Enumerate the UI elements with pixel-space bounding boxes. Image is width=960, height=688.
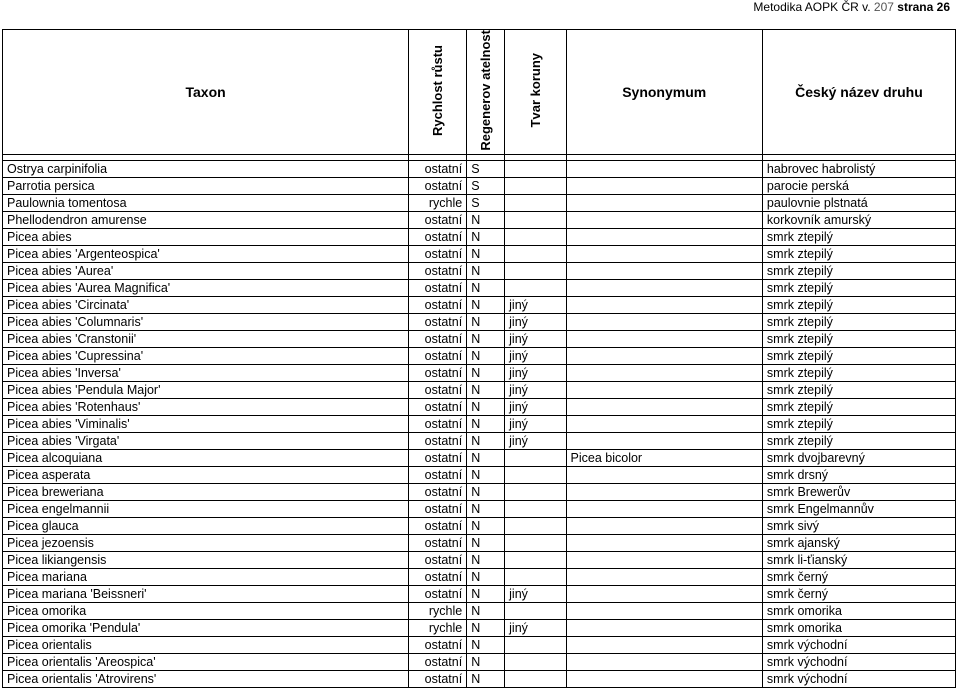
cell-rychlost: ostatní	[409, 534, 467, 551]
cell-rychlost: ostatní	[409, 398, 467, 415]
cell-tvar	[505, 568, 566, 585]
cell-regenerace: N	[467, 449, 505, 466]
cell-rychlost: ostatní	[409, 449, 467, 466]
cell-synonymum	[566, 568, 762, 585]
cell-cesky-nazev: smrk li-ťianský	[762, 551, 955, 568]
cell-synonymum: Picea bicolor	[566, 449, 762, 466]
cell-taxon: Paulownia tomentosa	[3, 194, 409, 211]
table-row	[3, 568, 956, 585]
cell-synonymum	[566, 279, 762, 296]
cell-taxon: Picea abies 'Circinata'	[3, 296, 409, 313]
cell-cesky-nazev: smrk omorika	[762, 602, 955, 619]
table-row	[3, 296, 956, 313]
cell-taxon: Picea orientalis 'Atrovirens'	[3, 670, 409, 687]
cell-regenerace: N	[467, 381, 505, 398]
cell-tvar	[505, 551, 566, 568]
cell-synonymum	[566, 466, 762, 483]
cell-regenerace: N	[467, 398, 505, 415]
cell-taxon: Picea abies 'Inversa'	[3, 364, 409, 381]
cell-tvar	[505, 245, 566, 262]
cell-taxon: Picea mariana 'Beissneri'	[3, 585, 409, 602]
cell-regenerace: N	[467, 534, 505, 551]
table-row	[3, 398, 956, 415]
cell-tvar	[505, 194, 566, 211]
cell-regenerace: N	[467, 347, 505, 364]
cell-taxon: Picea breweriana	[3, 483, 409, 500]
cell-taxon: Picea orientalis 'Areospica'	[3, 653, 409, 670]
cell-taxon: Picea abies	[3, 228, 409, 245]
cell-rychlost: ostatní	[409, 177, 467, 194]
cell-tvar: jiný	[505, 296, 566, 313]
cell-cesky-nazev: smrk ztepilý	[762, 364, 955, 381]
cell-tvar	[505, 177, 566, 194]
cell-taxon: Picea jezoensis	[3, 534, 409, 551]
cell-regenerace: N	[467, 517, 505, 534]
cell-cesky-nazev: smrk ztepilý	[762, 313, 955, 330]
cell-synonymum	[566, 500, 762, 517]
cell-regenerace: S	[467, 194, 505, 211]
cell-regenerace: N	[467, 262, 505, 279]
cell-rychlost: ostatní	[409, 585, 467, 602]
cell-synonymum	[566, 381, 762, 398]
cell-regenerace: N	[467, 568, 505, 585]
cell-cesky-nazev: parocie perská	[762, 177, 955, 194]
table-row	[3, 636, 956, 653]
cell-regenerace: N	[467, 585, 505, 602]
cell-cesky-nazev: smrk východní	[762, 670, 955, 687]
cell-rychlost: ostatní	[409, 432, 467, 449]
cell-cesky-nazev: smrk Engelmannův	[762, 500, 955, 517]
cell-cesky-nazev: smrk ztepilý	[762, 398, 955, 415]
cell-rychlost: ostatní	[409, 279, 467, 296]
cell-cesky-nazev: smrk sivý	[762, 517, 955, 534]
cell-tvar	[505, 228, 566, 245]
cell-tvar: jiný	[505, 415, 566, 432]
table-row	[3, 500, 956, 517]
cell-cesky-nazev: smrk ztepilý	[762, 432, 955, 449]
cell-regenerace: N	[467, 636, 505, 653]
cell-cesky-nazev: smrk černý	[762, 568, 955, 585]
cell-tvar: jiný	[505, 432, 566, 449]
cell-synonymum	[566, 296, 762, 313]
cell-tvar	[505, 449, 566, 466]
cell-tvar	[505, 670, 566, 687]
cell-rychlost: ostatní	[409, 483, 467, 500]
cell-synonymum	[566, 262, 762, 279]
cell-regenerace: N	[467, 551, 505, 568]
cell-rychlost: ostatní	[409, 636, 467, 653]
cell-synonymum	[566, 585, 762, 602]
cell-regenerace: S	[467, 177, 505, 194]
cell-taxon: Picea asperata	[3, 466, 409, 483]
cell-tvar: jiný	[505, 585, 566, 602]
cell-tvar	[505, 262, 566, 279]
cell-synonymum	[566, 330, 762, 347]
cell-cesky-nazev: smrk ztepilý	[762, 330, 955, 347]
cell-cesky-nazev: smrk ztepilý	[762, 228, 955, 245]
cell-rychlost: ostatní	[409, 551, 467, 568]
cell-tvar: jiný	[505, 619, 566, 636]
cell-cesky-nazev: smrk ztepilý	[762, 415, 955, 432]
cell-cesky-nazev: smrk ztepilý	[762, 245, 955, 262]
table-row	[3, 653, 956, 670]
cell-taxon: Picea abies 'Columnaris'	[3, 313, 409, 330]
cell-taxon: Ostrya carpinifolia	[3, 160, 409, 177]
table-row	[3, 160, 956, 177]
cell-cesky-nazev: smrk ztepilý	[762, 381, 955, 398]
cell-taxon: Phellodendron amurense	[3, 211, 409, 228]
table-row	[3, 534, 956, 551]
col-header-synonymum: Synonymum	[566, 30, 762, 155]
header-page-number: 207	[873, 0, 894, 14]
cell-taxon: Picea alcoquiana	[3, 449, 409, 466]
cell-regenerace: N	[467, 313, 505, 330]
cell-rychlost: ostatní	[409, 330, 467, 347]
table-row	[3, 466, 956, 483]
cell-synonymum	[566, 517, 762, 534]
cell-taxon: Picea omorika 'Pendula'	[3, 619, 409, 636]
cell-regenerace: N	[467, 602, 505, 619]
table-row	[3, 585, 956, 602]
cell-regenerace: N	[467, 466, 505, 483]
cell-taxon: Picea abies 'Aurea'	[3, 262, 409, 279]
cell-rychlost: ostatní	[409, 160, 467, 177]
cell-regenerace: N	[467, 670, 505, 687]
cell-cesky-nazev: smrk černý	[762, 585, 955, 602]
cell-taxon: Picea mariana	[3, 568, 409, 585]
cell-taxon: Picea abies 'Aurea Magnifica'	[3, 279, 409, 296]
table-row	[3, 381, 956, 398]
cell-taxon: Picea abies 'Rotenhaus'	[3, 398, 409, 415]
col-header-tvar-label: Tvar koruny	[527, 53, 543, 128]
cell-taxon: Picea abies 'Viminalis'	[3, 415, 409, 432]
cell-tvar	[505, 500, 566, 517]
cell-cesky-nazev: habrovec habrolistý	[762, 160, 955, 177]
cell-cesky-nazev: smrk dvojbarevný	[762, 449, 955, 466]
cell-rychlost: ostatní	[409, 517, 467, 534]
cell-rychlost: ostatní	[409, 228, 467, 245]
cell-rychlost: ostatní	[409, 466, 467, 483]
cell-rychlost: ostatní	[409, 670, 467, 687]
cell-taxon: Picea abies 'Cranstonii'	[3, 330, 409, 347]
cell-cesky-nazev: smrk Brewerův	[762, 483, 955, 500]
cell-rychlost: ostatní	[409, 296, 467, 313]
taxon-table	[2, 29, 956, 688]
cell-synonymum	[566, 228, 762, 245]
table-row	[3, 313, 956, 330]
table-row	[3, 330, 956, 347]
cell-synonymum	[566, 670, 762, 687]
cell-tvar: jiný	[505, 313, 566, 330]
cell-rychlost: ostatní	[409, 415, 467, 432]
cell-tvar	[505, 517, 566, 534]
col-header-regenerace	[467, 30, 505, 155]
table-row	[3, 670, 956, 687]
cell-rychlost: rychle	[409, 194, 467, 211]
cell-tvar	[505, 636, 566, 653]
cell-rychlost: ostatní	[409, 262, 467, 279]
table-row	[3, 279, 956, 296]
cell-synonymum	[566, 177, 762, 194]
table-row	[3, 602, 956, 619]
cell-rychlost: rychle	[409, 602, 467, 619]
cell-taxon: Parrotia persica	[3, 177, 409, 194]
cell-taxon: Picea abies 'Virgata'	[3, 432, 409, 449]
cell-cesky-nazev: smrk ajanský	[762, 534, 955, 551]
table-row	[3, 194, 956, 211]
cell-cesky-nazev: paulovnie plstnatá	[762, 194, 955, 211]
cell-cesky-nazev: smrk ztepilý	[762, 296, 955, 313]
cell-tvar	[505, 653, 566, 670]
cell-regenerace: N	[467, 245, 505, 262]
cell-taxon: Picea orientalis	[3, 636, 409, 653]
header-title: Metodika AOPK ČR v.	[753, 0, 871, 14]
cell-rychlost: ostatní	[409, 211, 467, 228]
cell-taxon: Picea engelmannii	[3, 500, 409, 517]
cell-regenerace: N	[467, 279, 505, 296]
cell-regenerace: N	[467, 330, 505, 347]
cell-rychlost: ostatní	[409, 653, 467, 670]
table-row	[3, 347, 956, 364]
cell-regenerace: N	[467, 364, 505, 381]
col-header-regenerace-label: Regenerov atelnost	[478, 30, 494, 151]
cell-tvar	[505, 534, 566, 551]
table-row	[3, 364, 956, 381]
cell-taxon: Picea abies 'Pendula Major'	[3, 381, 409, 398]
cell-synonymum	[566, 364, 762, 381]
cell-regenerace: N	[467, 211, 505, 228]
table-row	[3, 262, 956, 279]
table-row	[3, 483, 956, 500]
col-header-taxon: Taxon	[3, 30, 409, 155]
cell-synonymum	[566, 534, 762, 551]
cell-regenerace: N	[467, 432, 505, 449]
cell-tvar: jiný	[505, 398, 566, 415]
cell-cesky-nazev: korkovník amurský	[762, 211, 955, 228]
table-row	[3, 177, 956, 194]
cell-cesky-nazev: smrk drsný	[762, 466, 955, 483]
table-row	[3, 211, 956, 228]
page-header	[753, 0, 950, 14]
cell-tvar	[505, 160, 566, 177]
cell-rychlost: ostatní	[409, 381, 467, 398]
cell-cesky-nazev: smrk ztepilý	[762, 262, 955, 279]
table-row	[3, 432, 956, 449]
cell-taxon: Picea abies 'Cupressina'	[3, 347, 409, 364]
cell-synonymum	[566, 211, 762, 228]
cell-synonymum	[566, 415, 762, 432]
cell-synonymum	[566, 602, 762, 619]
cell-taxon: Picea likiangensis	[3, 551, 409, 568]
table-row	[3, 619, 956, 636]
header-strana: strana 26	[897, 0, 950, 14]
cell-rychlost: ostatní	[409, 568, 467, 585]
col-header-rychlost	[409, 30, 467, 155]
cell-tvar: jiný	[505, 364, 566, 381]
cell-rychlost: ostatní	[409, 347, 467, 364]
cell-cesky-nazev: smrk ztepilý	[762, 279, 955, 296]
cell-tvar	[505, 211, 566, 228]
col-header-tvar	[505, 30, 566, 155]
table-row	[3, 228, 956, 245]
col-header-cesky-nazev: Český název druhu	[762, 30, 955, 155]
cell-regenerace: N	[467, 619, 505, 636]
cell-synonymum	[566, 432, 762, 449]
cell-synonymum	[566, 551, 762, 568]
cell-rychlost: rychle	[409, 619, 467, 636]
cell-taxon: Picea omorika	[3, 602, 409, 619]
cell-cesky-nazev: smrk východní	[762, 636, 955, 653]
cell-tvar: jiný	[505, 347, 566, 364]
cell-synonymum	[566, 194, 762, 211]
cell-regenerace: N	[467, 500, 505, 517]
cell-regenerace: N	[467, 653, 505, 670]
cell-tvar	[505, 279, 566, 296]
cell-synonymum	[566, 483, 762, 500]
cell-taxon: Picea glauca	[3, 517, 409, 534]
table-header-row	[3, 30, 956, 155]
cell-regenerace: S	[467, 160, 505, 177]
table-row	[3, 245, 956, 262]
table-row	[3, 551, 956, 568]
cell-synonymum	[566, 245, 762, 262]
cell-rychlost: ostatní	[409, 313, 467, 330]
table-row	[3, 517, 956, 534]
cell-regenerace: N	[467, 296, 505, 313]
table-row	[3, 415, 956, 432]
cell-regenerace: N	[467, 415, 505, 432]
cell-cesky-nazev: smrk východní	[762, 653, 955, 670]
cell-tvar	[505, 483, 566, 500]
cell-regenerace: N	[467, 483, 505, 500]
cell-tvar: jiný	[505, 330, 566, 347]
cell-rychlost: ostatní	[409, 364, 467, 381]
cell-cesky-nazev: smrk ztepilý	[762, 347, 955, 364]
cell-rychlost: ostatní	[409, 245, 467, 262]
cell-synonymum	[566, 347, 762, 364]
cell-tvar	[505, 466, 566, 483]
table-body	[3, 160, 956, 687]
cell-regenerace: N	[467, 228, 505, 245]
cell-synonymum	[566, 619, 762, 636]
table-row	[3, 449, 956, 466]
cell-synonymum	[566, 398, 762, 415]
cell-cesky-nazev: smrk omorika	[762, 619, 955, 636]
cell-synonymum	[566, 653, 762, 670]
cell-taxon: Picea abies 'Argenteospica'	[3, 245, 409, 262]
cell-synonymum	[566, 160, 762, 177]
cell-rychlost: ostatní	[409, 500, 467, 517]
col-header-rychlost-label: Rychlost růstu	[430, 44, 446, 136]
cell-tvar: jiný	[505, 381, 566, 398]
cell-synonymum	[566, 636, 762, 653]
cell-tvar	[505, 602, 566, 619]
cell-synonymum	[566, 313, 762, 330]
